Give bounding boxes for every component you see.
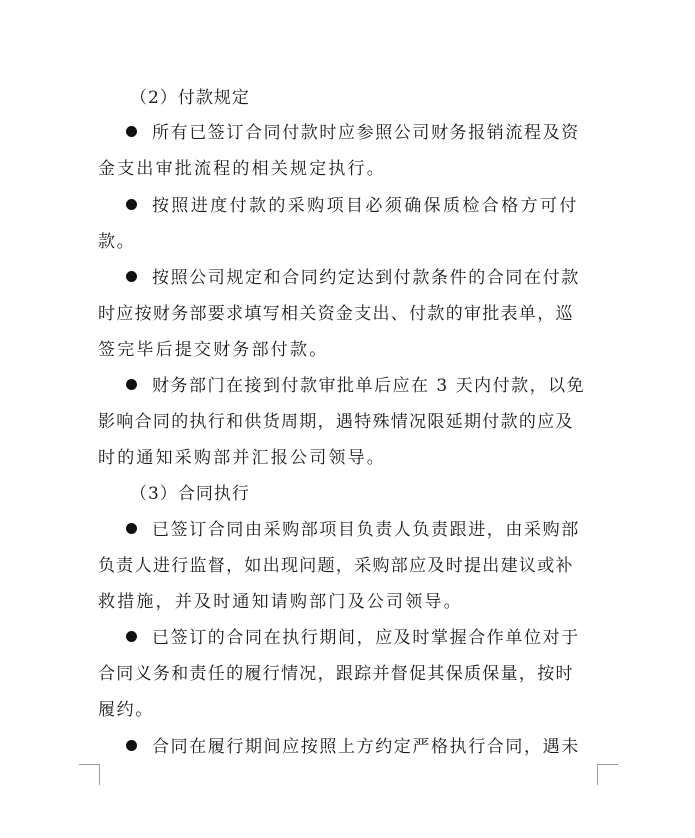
- bullet-icon: [126, 379, 137, 390]
- list-item: [98, 376, 585, 396]
- paragraph-line: 按照进度付款的采购项目必须确保质检合格方可付: [152, 196, 579, 216]
- section-heading: （2）付款规定: [130, 88, 250, 108]
- paragraph-line: 合同在履行期间应按照上方约定严格执行合同，遇未: [152, 737, 580, 757]
- bullet-icon: [126, 740, 137, 751]
- bullet-icon: [126, 523, 137, 534]
- list-item: [98, 123, 580, 143]
- paragraph-line: 时的通知采购部并汇报公司领导。: [98, 448, 386, 468]
- bullet-icon: [126, 126, 137, 137]
- paragraph-line: 合同义务和责任的履行情况，跟踪并督促其保质保量，按时: [98, 664, 574, 684]
- paragraph-line: 财务部门在接到付款审批单后应在 3 天内付款，以免: [152, 376, 586, 396]
- list-item: [98, 520, 580, 540]
- margin-corner-mark: [597, 764, 618, 785]
- paragraph-line: 签完毕后提交财务部付款。: [98, 340, 329, 360]
- bullet-icon: [126, 631, 137, 642]
- list-item: [98, 628, 580, 648]
- paragraph-line: 影响合同的执行和供货周期，遇特殊情况限延期付款的应及: [98, 412, 574, 432]
- paragraph-line: 已签订合同由采购部项目负责人负责跟进，由采购部: [152, 520, 580, 540]
- paragraph-line: 履约。: [98, 700, 154, 720]
- list-item: [98, 268, 580, 288]
- section-heading: （3）合同执行: [130, 484, 250, 504]
- paragraph-line: 救措施，并及时通知请购部门及公司领导。: [98, 592, 463, 612]
- paragraph-line: 负责人进行监督，如出现问题，采购部应及时提出建议或补: [98, 556, 574, 576]
- bullet-icon: [126, 199, 137, 210]
- list-item: [98, 737, 580, 757]
- paragraph-line: 金支出审批流程的相关规定执行。: [98, 159, 386, 179]
- paragraph-line: 已签订的合同在执行期间，应及时掌握合作单位对于: [152, 628, 580, 648]
- list-item: [98, 196, 579, 216]
- paragraph-line: 款。: [98, 232, 136, 252]
- paragraph-line: 时应按财务部要求填写相关资金支出、付款的审批表单，巡: [98, 304, 574, 324]
- margin-corner-mark: [79, 764, 100, 785]
- paragraph-line: 所有已签订合同付款时应参照公司财务报销流程及资: [152, 123, 580, 143]
- paragraph-line: 按照公司规定和合同约定达到付款条件的合同在付款: [152, 268, 580, 288]
- bullet-icon: [126, 271, 137, 282]
